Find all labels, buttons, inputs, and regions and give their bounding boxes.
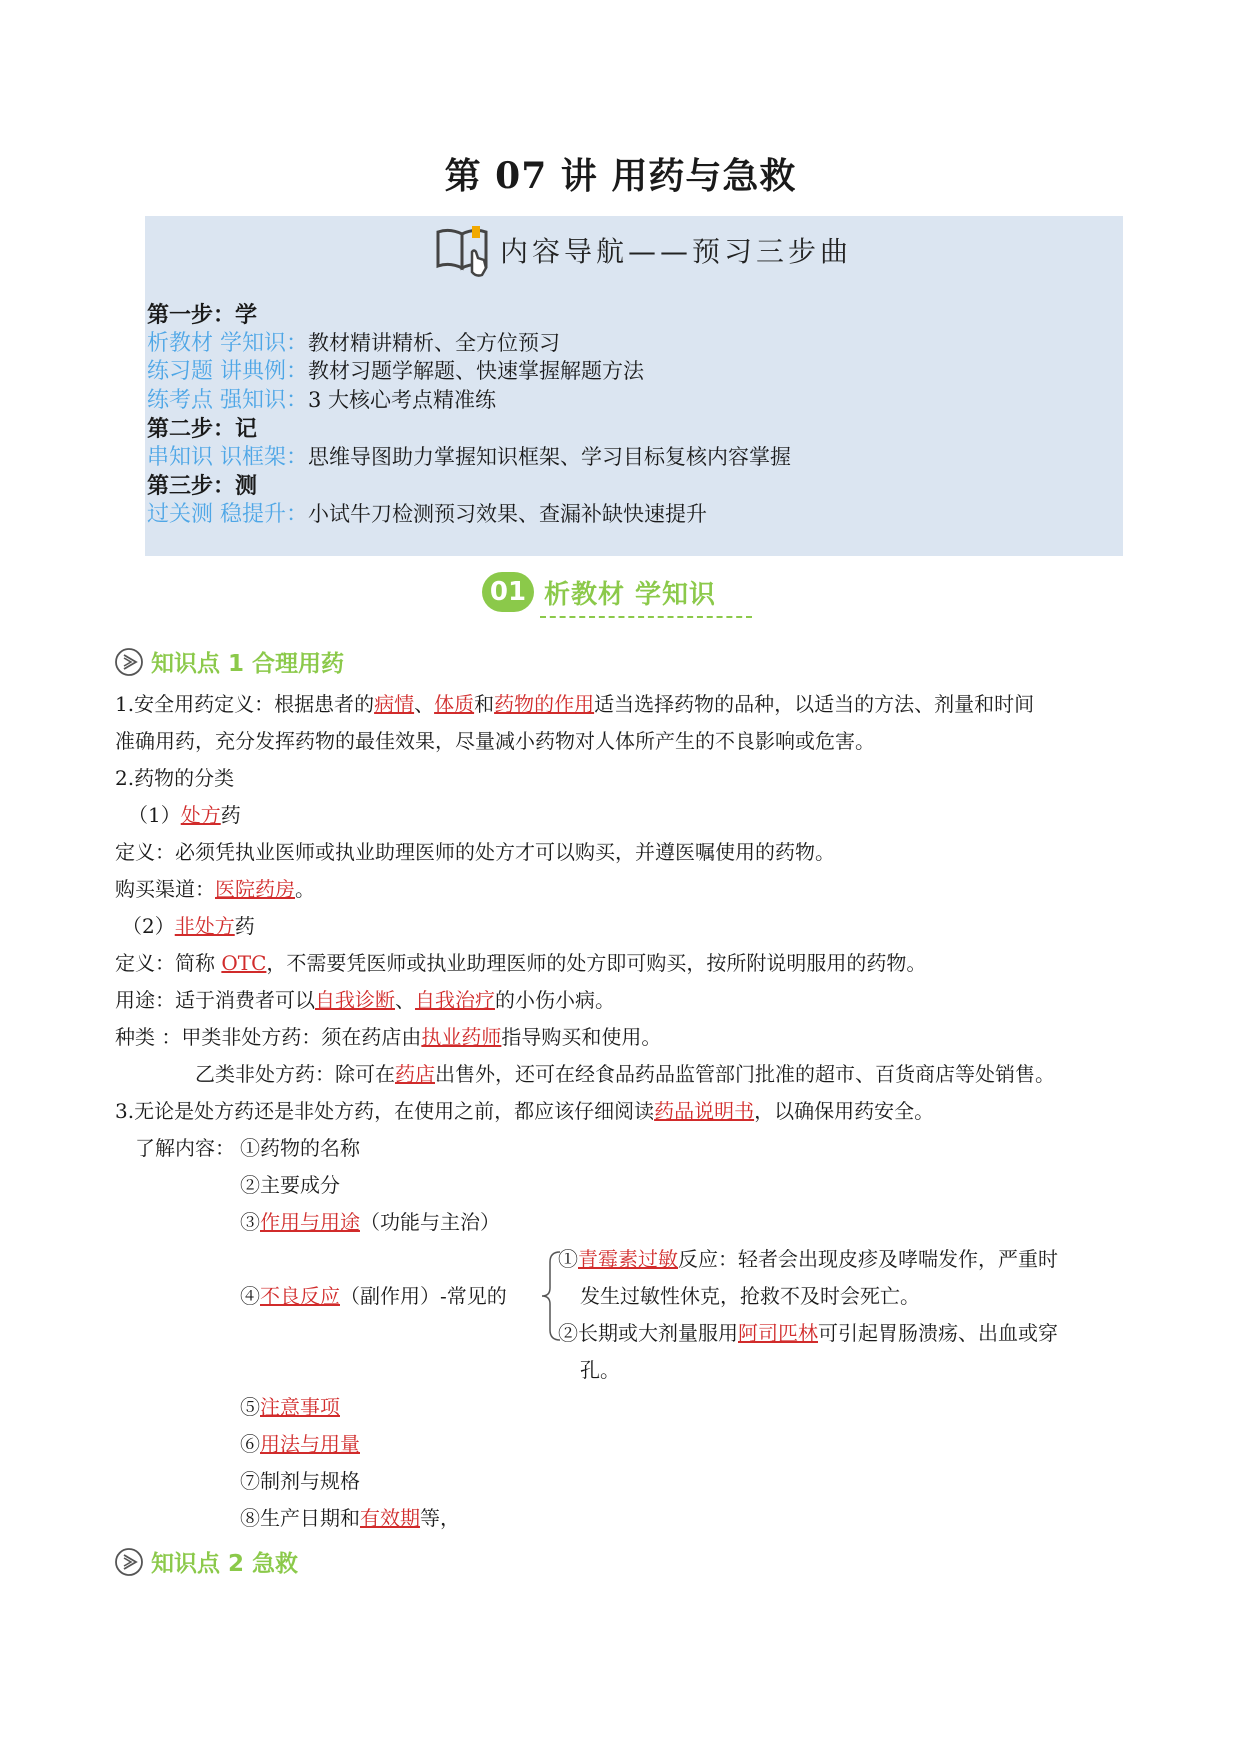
text: 药 — [234, 914, 255, 938]
list-item — [240, 1282, 507, 1310]
answer-blank: 病情 — [374, 692, 415, 716]
list-item — [240, 1208, 500, 1236]
nav-header-text: 内容导航——预习三步曲 — [500, 235, 853, 268]
nav-row-text: 思维导图助力掌握知识框架、学习目标复核内容掌握 — [308, 445, 791, 469]
paragraph — [115, 986, 615, 1014]
text: 1.安全用药定义：根据患者的 — [115, 692, 375, 716]
answer-blank: 作用与用途 — [260, 1210, 360, 1234]
nav-row — [147, 443, 791, 472]
nav-row — [147, 500, 707, 529]
text: ⑥ — [240, 1432, 260, 1456]
page-title: 第 07 讲 用药与急救 — [444, 155, 797, 197]
text: （副作用）-常见的 — [340, 1284, 507, 1308]
paragraph — [115, 1097, 934, 1125]
knowledge-point-heading — [113, 645, 344, 678]
text: 可引起胃肠溃疡、出血或穿 — [818, 1321, 1058, 1345]
text: 、 — [395, 988, 415, 1012]
answer-blank: 药品说明书 — [654, 1099, 755, 1123]
answer-blank: 体质 — [434, 692, 475, 716]
paragraph — [122, 912, 255, 940]
paragraph: 准确用药，充分发挥药物的最佳效果，尽量减小药物对人体所产生的不良影响或危害。 — [115, 729, 875, 753]
list-item — [240, 1393, 340, 1421]
nav-header — [432, 222, 852, 278]
nav-row — [147, 386, 496, 415]
knowledge-point-heading — [113, 1545, 298, 1578]
section-heading — [482, 572, 716, 612]
text: 反应：轻者会出现皮疹及哮喘发作，严重时 — [678, 1247, 1058, 1271]
text: 的小伤小病。 — [495, 988, 615, 1012]
text: ① — [558, 1247, 578, 1271]
text: 适当选择药物的品种，以适当的方法、剂量和时间 — [594, 692, 1035, 716]
text: 用途：适于消费者可以 — [115, 988, 315, 1012]
answer-blank: 注意事项 — [260, 1395, 340, 1419]
text: 种类 ：甲类非处方药：须在药店由 — [115, 1025, 422, 1049]
paragraph — [115, 690, 1034, 718]
list-item: ②主要成分 — [240, 1173, 340, 1197]
paragraph — [115, 875, 315, 903]
text: ⑧生产日期和 — [240, 1506, 360, 1530]
section-underline — [540, 616, 752, 618]
text: （功能与主治） — [360, 1210, 500, 1234]
answer-blank: 医院药房 — [215, 877, 295, 901]
paragraph — [195, 1060, 1055, 1088]
answer-blank: 用法与用量 — [260, 1432, 360, 1456]
step-1-label: 第一步：学 — [147, 303, 258, 328]
nav-row-text: 教材精讲精析、全方位预习 — [308, 331, 560, 355]
answer-blank: 处方 — [180, 803, 221, 827]
text: ，以确保用药安全。 — [754, 1099, 935, 1123]
nav-row-text: 教材习题学解题、快速掌握解题方法 — [308, 359, 644, 383]
nav-row-key: 串知识 识框架： — [147, 445, 308, 470]
text: 购买渠道： — [115, 877, 215, 901]
adverse-reaction-item — [558, 1319, 1058, 1347]
adverse-reaction-cont: 发生过敏性休克，抢救不及时会死亡。 — [580, 1284, 920, 1308]
text: 乙类非处方药：除可在 — [195, 1062, 395, 1086]
paragraph: 定义：必须凭执业医师或执业助理医师的处方才可以购买，并遵医嘱使用的药物。 — [115, 840, 835, 864]
list-item — [240, 1504, 460, 1532]
book-pointer-icon — [432, 222, 494, 278]
answer-blank: 非处方 — [174, 914, 235, 938]
text: 药 — [220, 803, 241, 827]
play-circle-icon — [113, 1546, 145, 1578]
text: 指导购买和使用。 — [501, 1025, 662, 1049]
learn-label: 了解内容： — [135, 1136, 235, 1160]
text: 3.无论是处方药还是非处方药，在使用之前，都应该仔细阅读 — [115, 1099, 655, 1123]
text: （2） — [122, 914, 175, 938]
paragraph — [115, 949, 926, 977]
text: 定义：简称 — [115, 951, 222, 975]
list-item: ⑦制剂与规格 — [240, 1469, 360, 1493]
section-number-badge: 01 — [482, 572, 534, 612]
text: 。 — [295, 877, 315, 901]
list-item — [240, 1430, 360, 1458]
knowledge-point-title: 知识点 1 合理用药 — [151, 651, 345, 677]
step-3-label: 第三步：测 — [147, 474, 258, 499]
play-circle-icon — [113, 646, 145, 678]
paragraph — [128, 801, 241, 829]
nav-row-key: 练考点 强知识： — [147, 388, 308, 413]
answer-blank: 药物的作用 — [494, 692, 595, 716]
answer-blank: 自我治疗 — [415, 988, 495, 1012]
answer-blank: 青霉素过敏 — [578, 1247, 678, 1271]
list-item: ①药物的名称 — [240, 1136, 360, 1160]
answer-blank: 不良反应 — [260, 1284, 340, 1308]
nav-row — [147, 329, 560, 358]
knowledge-point-title: 知识点 2 急救 — [151, 1551, 299, 1577]
paragraph — [115, 1023, 661, 1051]
text: 等， — [420, 1506, 460, 1530]
nav-row-text: 小试牛刀检测预习效果、查漏补缺快速提升 — [308, 502, 707, 526]
text: 和 — [474, 692, 495, 716]
text: 出售外，还可在经食品药品监管部门批准的超市、百货商店等处销售。 — [435, 1062, 1055, 1086]
text: 、 — [414, 692, 435, 716]
nav-row-key: 过关测 稳提升： — [147, 502, 308, 527]
step-2-label: 第二步：记 — [147, 417, 258, 442]
text: ②长期或大剂量服用 — [558, 1321, 738, 1345]
nav-row-key: 析教材 学知识： — [147, 331, 308, 356]
paragraph: 2.药物的分类 — [115, 766, 235, 790]
answer-blank: OTC — [221, 951, 267, 975]
answer-blank: 执业药师 — [421, 1025, 502, 1049]
answer-blank: 有效期 — [360, 1506, 420, 1530]
answer-blank: 药店 — [395, 1062, 435, 1086]
section-title: 析教材 学知识 — [544, 579, 717, 610]
text: （1） — [128, 803, 181, 827]
text: ⑤ — [240, 1395, 260, 1419]
adverse-reaction-cont: 孔。 — [580, 1358, 620, 1382]
answer-blank: 阿司匹林 — [738, 1321, 818, 1345]
text: ，不需要凭医师或执业助理医师的处方即可购买，按所附说明服用的药物。 — [266, 951, 927, 975]
nav-row-text: 3 大核心考点精准练 — [308, 388, 497, 412]
answer-blank: 自我诊断 — [315, 988, 395, 1012]
nav-row-key: 练习题 讲典例： — [147, 359, 308, 384]
adverse-reaction-item — [558, 1245, 1058, 1273]
text: ③ — [240, 1210, 260, 1234]
nav-row — [147, 357, 644, 386]
text: ④ — [240, 1284, 260, 1308]
